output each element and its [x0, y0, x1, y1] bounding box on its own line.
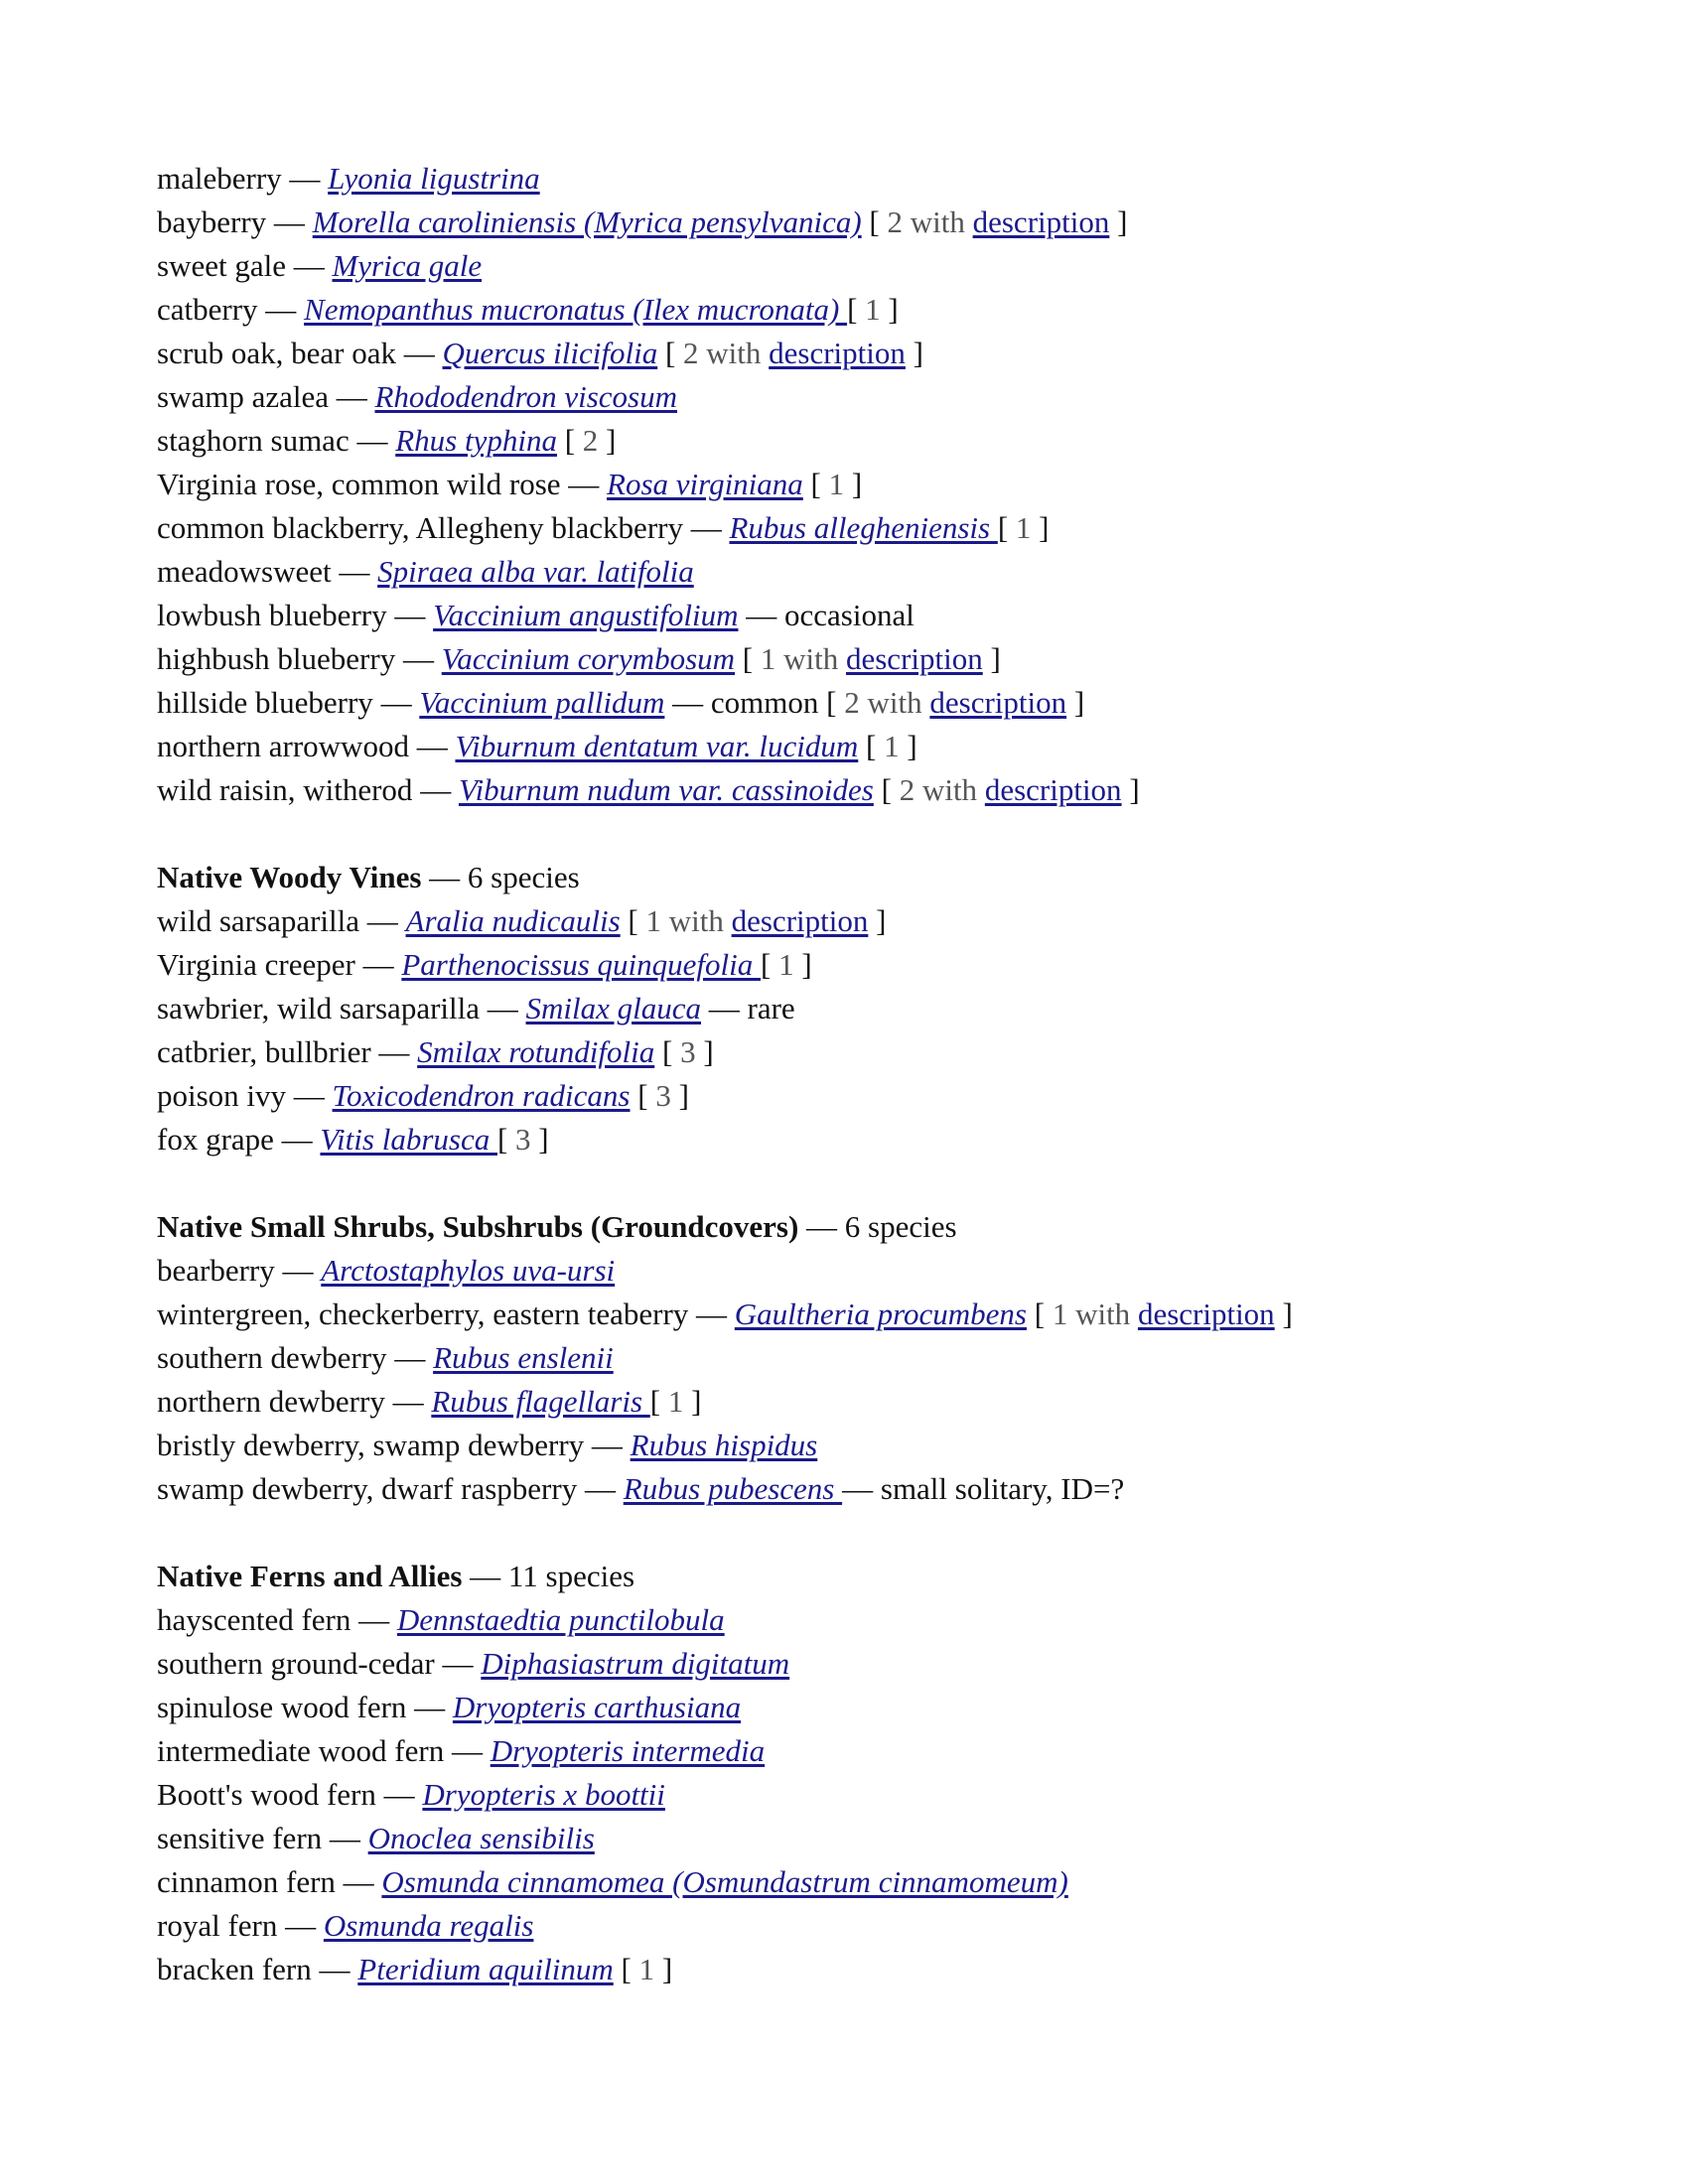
section-title: Native Ferns and Allies: [157, 1559, 463, 1593]
photo-count: 3: [515, 1122, 531, 1157]
species-note: occasional: [784, 598, 914, 632]
scientific-name-link[interactable]: Osmunda cinnamomea (Osmundastrum cinnamomeum): [381, 1864, 1068, 1899]
section-heading: Native Small Shrubs, Subshrubs (Groundcovers) — 6 species: [157, 1209, 957, 1244]
description-link[interactable]: description: [1137, 1297, 1275, 1331]
species-entry: Virginia rose, common wild rose — Rosa virginiana [ 1 ]: [157, 467, 863, 501]
species-entry: Virginia creeper — Parthenocissus quinquefolia [ 1 ]: [157, 947, 812, 982]
species-entry: cinnamon fern — Osmunda cinnamomea (Osmundastrum cinnamomeum): [157, 1864, 1068, 1899]
scientific-name-link[interactable]: Rubus hispidus: [630, 1428, 818, 1462]
section-spacer: [157, 812, 1587, 856]
species-entry: staghorn sumac — Rhus typhina [ 2 ]: [157, 423, 617, 458]
description-link[interactable]: description: [972, 205, 1110, 239]
scientific-name-link[interactable]: Dryopteris x boottii: [422, 1777, 665, 1812]
section-title: Native Small Shrubs, Subshrubs (Groundcovers): [157, 1209, 799, 1244]
scientific-name-link[interactable]: Onoclea sensibilis: [367, 1821, 595, 1855]
scientific-name-link[interactable]: Dryopteris carthusiana: [452, 1690, 742, 1724]
scientific-name-link[interactable]: Pteridium aquilinum: [357, 1952, 614, 1986]
scientific-name-link[interactable]: Dryopteris intermedia: [490, 1733, 766, 1768]
scientific-name-link[interactable]: Smilax rotundifolia: [417, 1034, 655, 1069]
species-entry: southern ground-cedar — Diphasiastrum digitatum: [157, 1646, 790, 1681]
photo-count: 2 with: [844, 685, 922, 720]
scientific-name-link[interactable]: Osmunda regalis: [323, 1908, 534, 1943]
photo-count: 3: [680, 1034, 696, 1069]
scientific-name-link[interactable]: Rosa virginiana: [607, 467, 803, 501]
common-name: hayscented fern: [157, 1602, 352, 1637]
common-name: catberry: [157, 292, 258, 327]
common-name: Virginia rose, common wild rose: [157, 467, 561, 501]
species-entry: northern arrowwood — Viburnum dentatum var. lucidum [ 1 ]: [157, 729, 917, 763]
photo-count: 1: [884, 729, 900, 763]
species-note: rare: [747, 991, 795, 1025]
section-species-count: 6 species: [844, 1209, 957, 1244]
scientific-name-link[interactable]: Rhus typhina: [395, 423, 557, 458]
photo-count: 1: [865, 292, 881, 327]
description-link[interactable]: description: [731, 903, 869, 938]
photo-count: 1 with: [1052, 1297, 1131, 1331]
scientific-name-link[interactable]: Nemopanthus mucronatus (Ilex mucronata): [304, 292, 848, 327]
species-entry: wild sarsaparilla — Aralia nudicaulis [ 1 with description ]: [157, 903, 887, 938]
common-name: catbrier, bullbrier: [157, 1034, 371, 1069]
species-section: [157, 1555, 1587, 1991]
common-name: sensitive fern: [157, 1821, 323, 1855]
species-entry: royal fern — Osmunda regalis: [157, 1908, 534, 1943]
species-section: [157, 1205, 1587, 1511]
common-name: southern ground-cedar: [157, 1646, 435, 1681]
section-spacer: [157, 1511, 1587, 1555]
scientific-name-link[interactable]: Diphasiastrum digitatum: [481, 1646, 790, 1681]
section-species-count: 6 species: [467, 860, 580, 894]
scientific-name-link[interactable]: Viburnum nudum var. cassinoides: [458, 772, 874, 807]
species-entry: swamp dewberry, dwarf raspberry — Rubus pubescens — small solitary, ID=?: [157, 1471, 1125, 1506]
scientific-name-link[interactable]: Spiraea alba var. latifolia: [377, 554, 694, 589]
section-heading: Native Ferns and Allies — 11 species: [157, 1559, 635, 1593]
scientific-name-link[interactable]: Rhododendron viscosum: [374, 379, 677, 414]
common-name: northern dewberry: [157, 1384, 385, 1419]
common-name: swamp azalea: [157, 379, 329, 414]
scientific-name-link[interactable]: Quercus ilicifolia: [442, 336, 658, 370]
common-name: hillside blueberry: [157, 685, 373, 720]
common-name: southern dewberry: [157, 1340, 387, 1375]
species-list-page: [157, 157, 1587, 1991]
photo-count: 2 with: [683, 336, 762, 370]
species-entry: hayscented fern — Dennstaedtia punctilobula: [157, 1602, 725, 1637]
scientific-name-link[interactable]: Arctostaphylos uva-ursi: [321, 1253, 616, 1288]
species-entry: spinulose wood fern — Dryopteris carthusiana: [157, 1690, 742, 1724]
photo-count: 1: [638, 1952, 655, 1986]
scientific-name-link[interactable]: Vaccinium pallidum: [419, 685, 665, 720]
photo-count: 3: [655, 1078, 671, 1113]
common-name: sawbrier, wild sarsaparilla: [157, 991, 481, 1025]
common-name: fox grape: [157, 1122, 274, 1157]
photo-count: 1 with: [645, 903, 724, 938]
species-entry: bayberry — Morella caroliniensis (Myrica pensylvanica) [ 2 with description ]: [157, 205, 1128, 239]
species-entry: fox grape — Vitis labrusca [ 3 ]: [157, 1122, 549, 1157]
common-name: sweet gale: [157, 248, 286, 283]
scientific-name-link[interactable]: Smilax glauca: [525, 991, 702, 1025]
species-entry: scrub oak, bear oak — Quercus ilicifolia [ 2 with description ]: [157, 336, 923, 370]
photo-count: 2: [582, 423, 599, 458]
species-section: [157, 856, 1587, 1161]
description-link[interactable]: description: [984, 772, 1122, 807]
photo-count: 1: [828, 467, 845, 501]
species-entry: meadowsweet — Spiraea alba var. latifolia: [157, 554, 694, 589]
common-name: intermediate wood fern: [157, 1733, 445, 1768]
species-note: small solitary, ID=?: [880, 1471, 1125, 1506]
photo-count: 1 with: [760, 641, 839, 676]
scientific-name-link[interactable]: Dennstaedtia punctilobula: [396, 1602, 725, 1637]
common-name: spinulose wood fern: [157, 1690, 407, 1724]
species-entry: bearberry — Arctostaphylos uva-ursi: [157, 1253, 616, 1288]
common-name: wintergreen, checkerberry, eastern teaberry: [157, 1297, 689, 1331]
species-entry: catbrier, bullbrier — Smilax rotundifolia [ 3 ]: [157, 1034, 714, 1069]
photo-count: 2 with: [899, 772, 978, 807]
section-species-count: 11 species: [507, 1559, 635, 1593]
species-entry: northern dewberry — Rubus flagellaris [ 1 ]: [157, 1384, 702, 1419]
scientific-name-link[interactable]: Vitis labrusca: [320, 1122, 497, 1157]
scientific-name-link[interactable]: Rubus allegheniensis: [729, 510, 998, 545]
species-entry: swamp azalea — Rhododendron viscosum: [157, 379, 677, 414]
species-entry: maleberry — Lyonia ligustrina: [157, 161, 540, 196]
species-entry: lowbush blueberry — Vaccinium angustifolium — occasional: [157, 598, 914, 632]
common-name: cinnamon fern: [157, 1864, 336, 1899]
description-link[interactable]: description: [929, 685, 1067, 720]
scientific-name-link[interactable]: Rubus pubescens: [623, 1471, 843, 1506]
common-name: poison ivy: [157, 1078, 287, 1113]
species-entry: sawbrier, wild sarsaparilla — Smilax glauca — rare: [157, 991, 795, 1025]
scientific-name-link[interactable]: Vaccinium corymbosum: [441, 641, 736, 676]
section-heading: Native Woody Vines — 6 species: [157, 860, 580, 894]
common-name: staghorn sumac: [157, 423, 350, 458]
species-entry: hillside blueberry — Vaccinium pallidum — common [ 2 with description ]: [157, 685, 1085, 720]
common-name: Boott's wood fern: [157, 1777, 376, 1812]
scientific-name-link[interactable]: Rubus flagellaris: [431, 1384, 650, 1419]
common-name: Virginia creeper: [157, 947, 355, 982]
species-entry: catberry — Nemopanthus mucronatus (Ilex mucronata) [ 1 ]: [157, 292, 899, 327]
section-title: Native Woody Vines: [157, 860, 422, 894]
scientific-name-link[interactable]: Morella caroliniensis (Myrica pensylvanica): [312, 205, 862, 239]
species-entry: intermediate wood fern — Dryopteris intermedia: [157, 1733, 766, 1768]
common-name: swamp dewberry, dwarf raspberry: [157, 1471, 578, 1506]
common-name: bearberry: [157, 1253, 275, 1288]
scientific-name-link[interactable]: Parthenocissus quinquefolia: [401, 947, 761, 982]
species-entry: bristly dewberry, swamp dewberry — Rubus hispidus: [157, 1428, 818, 1462]
species-entry: wintergreen, checkerberry, eastern teaberry — Gaultheria procumbens [ 1 with description ]: [157, 1297, 1293, 1331]
species-note: common: [710, 685, 819, 720]
species-entry: poison ivy — Toxicodendron radicans [ 3 ]: [157, 1078, 689, 1113]
common-name: meadowsweet: [157, 554, 332, 589]
common-name: bristly dewberry, swamp dewberry: [157, 1428, 585, 1462]
common-name: maleberry: [157, 161, 282, 196]
scientific-name-link[interactable]: Myrica gale: [332, 248, 483, 283]
species-entry: Boott's wood fern — Dryopteris x boottii: [157, 1777, 665, 1812]
photo-count: 1: [778, 947, 794, 982]
species-entry: sweet gale — Myrica gale: [157, 248, 483, 283]
common-name: wild raisin, witherod: [157, 772, 413, 807]
intro-list: [157, 157, 1587, 812]
scientific-name-link[interactable]: Viburnum dentatum var. lucidum: [455, 729, 859, 763]
description-link[interactable]: description: [845, 641, 983, 676]
species-entry: highbush blueberry — Vaccinium corymbosum [ 1 with description ]: [157, 641, 1001, 676]
species-entry: common blackberry, Allegheny blackberry — Rubus allegheniensis [ 1 ]: [157, 510, 1050, 545]
species-entry: bracken fern — Pteridium aquilinum [ 1 ]: [157, 1952, 673, 1986]
common-name: scrub oak, bear oak: [157, 336, 397, 370]
common-name: bracken fern: [157, 1952, 312, 1986]
common-name: wild sarsaparilla: [157, 903, 360, 938]
scientific-name-link[interactable]: Lyonia ligustrina: [328, 161, 540, 196]
scientific-name-link[interactable]: Rubus enslenii: [433, 1340, 614, 1375]
section-spacer: [157, 1161, 1587, 1205]
scientific-name-link[interactable]: Toxicodendron radicans: [332, 1078, 631, 1113]
photo-count: 1: [667, 1384, 684, 1419]
common-name: highbush blueberry: [157, 641, 396, 676]
photo-count: 1: [1015, 510, 1032, 545]
description-link[interactable]: description: [769, 336, 906, 370]
common-name: lowbush blueberry: [157, 598, 387, 632]
species-entry: southern dewberry — Rubus enslenii: [157, 1340, 614, 1375]
photo-count: 2 with: [887, 205, 965, 239]
common-name: royal fern: [157, 1908, 278, 1943]
species-entry: wild raisin, witherod — Viburnum nudum var. cassinoides [ 2 with description ]: [157, 772, 1140, 807]
common-name: common blackberry, Allegheny blackberry: [157, 510, 683, 545]
species-entry: sensitive fern — Onoclea sensibilis: [157, 1821, 595, 1855]
common-name: bayberry: [157, 205, 267, 239]
common-name: northern arrowwood: [157, 729, 409, 763]
scientific-name-link[interactable]: Aralia nudicaulis: [405, 903, 621, 938]
scientific-name-link[interactable]: Vaccinium angustifolium: [433, 598, 739, 632]
scientific-name-link[interactable]: Gaultheria procumbens: [734, 1297, 1027, 1331]
